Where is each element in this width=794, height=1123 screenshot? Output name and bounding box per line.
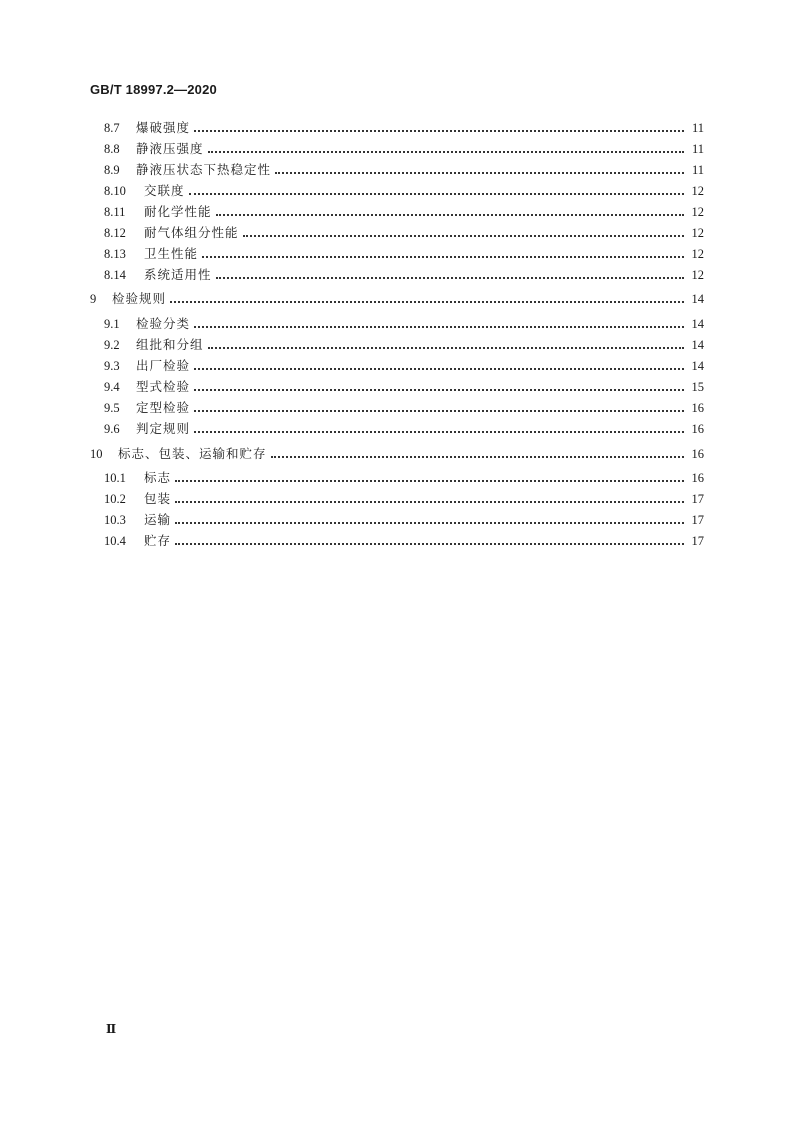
toc-entry[interactable]	[104, 398, 704, 418]
toc-entry-page: 17	[691, 534, 704, 548]
toc-entry[interactable]	[104, 139, 704, 159]
toc-entry-number: 8.12	[104, 226, 126, 240]
toc-entry-number: 8.7	[104, 121, 120, 135]
toc-entry-number: 9	[90, 292, 97, 306]
toc-entry-number: 9.2	[104, 338, 120, 352]
toc-entry-number: 9.1	[104, 317, 120, 331]
toc-entry-page: 12	[691, 268, 704, 282]
toc-entry[interactable]	[104, 377, 704, 397]
toc-entry-title: 标志、包装、运输和贮存	[118, 446, 267, 461]
toc-entry[interactable]	[90, 444, 704, 464]
toc-dot-leader	[175, 531, 684, 551]
toc-entry-title: 检验规则	[112, 291, 167, 306]
footer-page-number: Ⅱ	[106, 1022, 117, 1036]
toc-entry-title: 卫生性能	[144, 246, 199, 261]
toc-dot-leader	[194, 356, 684, 376]
toc-entry[interactable]	[104, 510, 704, 530]
toc-dot-leader	[208, 139, 684, 159]
toc-entry[interactable]	[104, 118, 704, 138]
toc-entry-page: 12	[691, 226, 704, 240]
toc-dot-leader	[194, 118, 684, 138]
toc-entry-title: 爆破强度	[136, 120, 191, 135]
toc-entry-page: 12	[691, 184, 704, 198]
toc-entry-page: 16	[691, 471, 704, 485]
toc-entry-page: 14	[691, 317, 704, 331]
toc-entry-page: 16	[691, 447, 704, 461]
toc-entry-title: 组批和分组	[136, 337, 204, 352]
toc-entry-title: 标志	[144, 470, 172, 485]
toc-dot-leader	[194, 419, 684, 439]
toc-dot-leader	[275, 160, 684, 180]
toc-entry-page: 12	[691, 247, 704, 261]
toc-entry[interactable]	[104, 244, 704, 264]
toc-entry-title: 静液压强度	[136, 141, 204, 156]
toc-dot-leader	[243, 223, 684, 243]
toc-entry-number: 8.11	[104, 205, 126, 219]
toc-entry-number: 9.3	[104, 359, 120, 373]
toc-entry-number: 10.2	[104, 492, 126, 506]
toc-entry-page: 15	[691, 380, 704, 394]
toc-dot-leader	[208, 335, 684, 355]
toc-entry[interactable]	[104, 335, 704, 355]
toc-entry[interactable]	[90, 289, 704, 309]
toc-entry-number: 8.13	[104, 247, 126, 261]
toc-dot-leader	[170, 289, 684, 309]
toc-dot-leader	[189, 181, 684, 201]
toc-entry-title: 检验分类	[136, 316, 191, 331]
toc-entry-number: 9.5	[104, 401, 120, 415]
toc-entry-title: 型式检验	[136, 379, 191, 394]
toc-entry-page: 14	[691, 338, 704, 352]
toc-entry[interactable]	[104, 419, 704, 439]
toc-dot-leader	[175, 510, 684, 530]
toc-entry-page: 11	[691, 121, 704, 135]
toc-entry-title: 耐气体组分性能	[144, 225, 239, 240]
toc-entry-page: 12	[691, 205, 704, 219]
toc-dot-leader	[175, 468, 684, 488]
toc-entry[interactable]	[104, 265, 704, 285]
toc-entry-page: 17	[691, 492, 704, 506]
toc-entry-number: 8.10	[104, 184, 126, 198]
toc-entry-number: 9.4	[104, 380, 120, 394]
toc-entry-page: 17	[691, 513, 704, 527]
toc-entry-page: 11	[691, 142, 704, 156]
toc-entry[interactable]	[104, 223, 704, 243]
toc-entry-title: 耐化学性能	[144, 204, 212, 219]
toc-entry-number: 10	[90, 447, 103, 461]
toc-entry[interactable]	[104, 314, 704, 334]
toc-entry-title: 贮存	[144, 533, 172, 548]
toc-entry-number: 10.1	[104, 471, 126, 485]
toc-entry-title: 包装	[144, 491, 172, 506]
toc-dot-leader	[194, 377, 684, 397]
toc-dot-leader	[194, 314, 684, 334]
toc-dot-leader	[175, 489, 684, 509]
toc-entry-title: 运输	[144, 512, 172, 527]
toc-entry[interactable]	[104, 468, 704, 488]
toc-entry-number: 9.6	[104, 422, 120, 436]
toc-entry[interactable]	[104, 489, 704, 509]
document-code-header: GB/T 18997.2—2020	[90, 82, 217, 97]
toc-entry-number: 8.9	[104, 163, 120, 177]
toc-entry-title: 系统适用性	[144, 267, 212, 282]
toc-entry[interactable]	[104, 531, 704, 551]
toc-dot-leader	[271, 444, 684, 464]
toc-entry[interactable]	[104, 160, 704, 180]
toc-entry[interactable]	[104, 181, 704, 201]
toc-entry-title: 交联度	[144, 183, 185, 198]
toc-dot-leader	[216, 265, 684, 285]
toc-dot-leader	[194, 398, 684, 418]
toc-entry-number: 10.3	[104, 513, 126, 527]
toc-entry-page: 11	[691, 163, 704, 177]
toc-entry-title: 判定规则	[136, 421, 191, 436]
toc-entry-title: 定型检验	[136, 400, 191, 415]
toc-entry-page: 14	[691, 292, 704, 306]
toc-entry-number: 8.8	[104, 142, 120, 156]
toc-dot-leader	[202, 244, 684, 264]
toc-entry-page: 14	[691, 359, 704, 373]
toc-entry-page: 16	[691, 422, 704, 436]
toc-dot-leader	[216, 202, 684, 222]
toc-entry-title: 静液压状态下热稳定性	[136, 162, 272, 177]
toc-entry-number: 10.4	[104, 534, 126, 548]
toc-entry[interactable]	[104, 202, 704, 222]
toc-entry-page: 16	[691, 401, 704, 415]
toc-entry-title: 出厂检验	[136, 358, 191, 373]
toc-entry-number: 8.14	[104, 268, 126, 282]
toc-entry[interactable]	[104, 356, 704, 376]
